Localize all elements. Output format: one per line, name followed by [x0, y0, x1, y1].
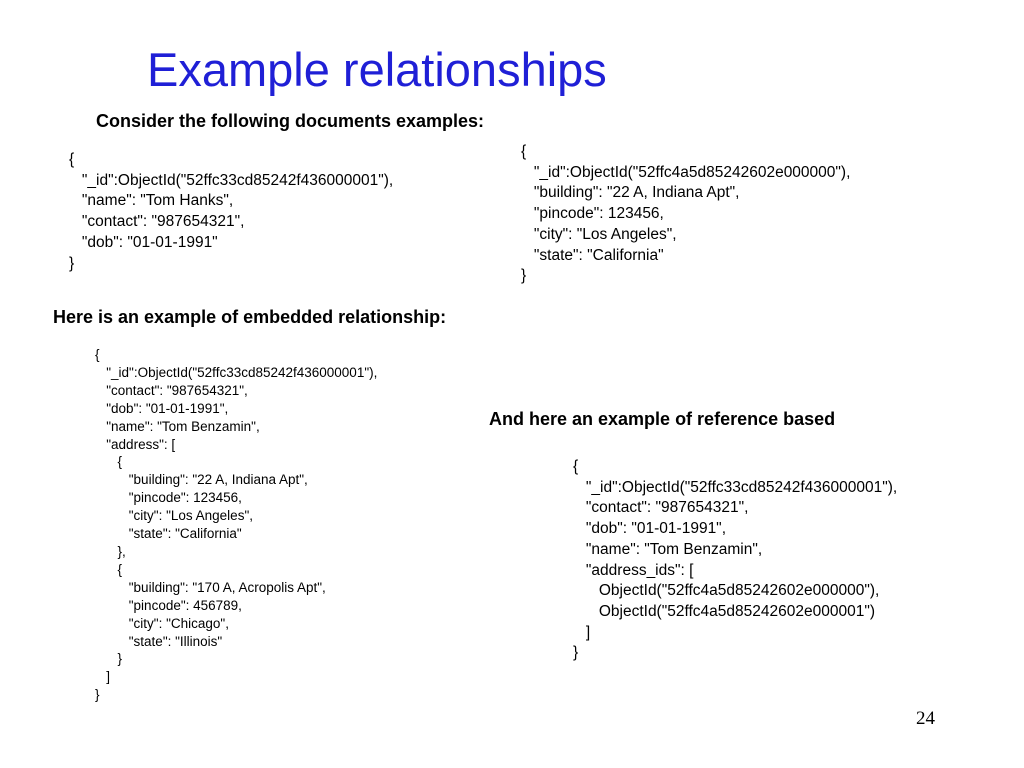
code-line: }: [95, 651, 123, 667]
code-line: "name": "Tom Benzamin",: [95, 418, 260, 434]
code-line: "pincode": 456789,: [95, 597, 242, 613]
reference-heading: And here an example of reference based: [489, 409, 836, 429]
code-line: "dob": "01-01-1991",: [573, 520, 726, 538]
code-line: {: [95, 561, 123, 577]
code-line: "state": "Illinois": [95, 633, 223, 649]
code-line: "city": "Los Angeles",: [521, 225, 677, 243]
code-line: {: [573, 458, 579, 475]
code-line: "city": "Chicago",: [95, 615, 229, 631]
code-line: {: [521, 143, 527, 160]
code-line: {: [95, 454, 123, 470]
code-line: "state": "California": [95, 526, 242, 542]
code-line: {: [69, 151, 75, 168]
code-line: "contact": "987654321",: [95, 382, 248, 398]
code-line: ObjectId("52ffc4a5d85242602e000000"),: [573, 582, 880, 600]
code-line: "_id":ObjectId("52ffc33cd85242f436000001"),: [95, 364, 378, 380]
code-line: "building": "170 A, Acropolis Apt",: [95, 579, 326, 595]
code-line: "_id":ObjectId("52ffc33cd85242f436000001"),: [573, 478, 898, 496]
code-line: "building": "22 A, Indiana Apt",: [95, 472, 308, 488]
code-line: "dob": "01-01-1991",: [95, 400, 229, 416]
code-line: ObjectId("52ffc4a5d85242602e000001"): [573, 602, 876, 620]
address-document-code: [521, 142, 850, 287]
code-line: "name": "Tom Hanks",: [69, 192, 234, 210]
page-number: 24: [916, 708, 935, 729]
code-line: },: [95, 543, 126, 559]
code-line: "name": "Tom Benzamin",: [573, 540, 763, 558]
code-line: "contact": "987654321",: [573, 499, 749, 517]
code-line: "building": "22 A, Indiana Apt",: [521, 184, 740, 202]
intro-heading: Consider the following documents examples:: [96, 111, 485, 131]
reference-document-code: [573, 457, 897, 664]
code-line: "city": "Los Angeles",: [95, 508, 253, 524]
code-line: ]: [573, 623, 591, 641]
code-line: ]: [95, 669, 111, 685]
code-line: }: [573, 644, 579, 662]
slide-title: Example relationships: [147, 43, 607, 96]
code-line: "dob": "01-01-1991": [69, 233, 218, 251]
code-line: }: [69, 254, 75, 272]
code-line: "state": "California": [521, 246, 664, 264]
code-line: "_id":ObjectId("52ffc4a5d85242602e000000"),: [521, 163, 851, 181]
code-line: "pincode": 123456,: [521, 205, 664, 223]
code-line: }: [95, 687, 100, 703]
code-line: "address": [: [95, 436, 176, 452]
user-document-code: [69, 150, 393, 274]
code-line: "address_ids": [: [573, 561, 694, 579]
embedded-heading: Here is an example of embedded relationship:: [53, 307, 447, 327]
code-line: "_id":ObjectId("52ffc33cd85242f436000001"),: [69, 171, 394, 189]
code-line: }: [521, 267, 527, 285]
code-line: "contact": "987654321",: [69, 213, 245, 231]
code-line: "pincode": 123456,: [95, 490, 242, 506]
code-line: {: [95, 347, 100, 362]
embedded-document-code: [95, 346, 377, 704]
